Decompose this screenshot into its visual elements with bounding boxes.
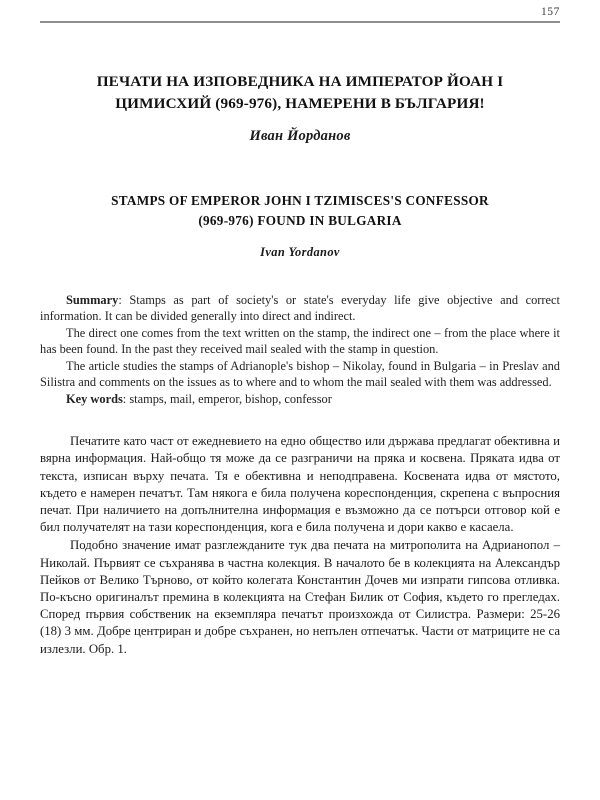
article-title-bulgarian-line1: ПЕЧАТИ НА ИЗПОВЕДНИКА НА ИМПЕРАТОР ЙОАН I [96, 73, 504, 90]
body-text-bulgarian [40, 433, 560, 658]
keywords-text: : stamps, mail, emperor, bishop, confessor [122, 391, 332, 406]
summary-label: Summary [66, 292, 119, 307]
author-name-bulgarian: Иван Йорданов [249, 128, 351, 145]
body-paragraph-1: Печатите като част от ежедневието на едно общество или държава предлагат обективна и вярна информация. Най-общо тя може да се разграничи на пряка и косвена. Пряката идва от текста, изписан върху печата. Тя е обективна и неподправена. Косвената идва от мястото, където е намерен печатът. Там някога е била получена кореспонденция, скрепена с въпросния печат. При наличието на допълнителна информация е възможно да се потърси отговор кой е бил получателят на тази кореспонденция, кога е била получена и дори какво е касаела. [40, 434, 560, 535]
keywords-paragraph [40, 391, 560, 408]
header-divider [40, 21, 560, 23]
article-title-english [40, 191, 560, 231]
article-title-bulgarian [40, 71, 560, 115]
author-name-english: Ivan Yordanov [260, 244, 340, 259]
body-paragraph-2: Подобно значение имат разглежданите тук два печата на митрополита на Адрианопол – Николай. Първият се съхранява в частна колекция. В началото бе в колекцията на Александър Пейков от Велико Търново, от който колегата Константин Дочев ми изпрати гипсова отливка. По-късно оригиналът премина в колекцията на Стефан Билик от София, където го прегледах. Според първия собственик на екземпляра печатът произхожда от Силистра. Размери: 25-26 (18) 3 мм. Добре центриран и добре съхранен, но непълен отпечатък. Части от матриците не са излезли. Обр. 1. [40, 538, 560, 656]
page-number: 157 [540, 6, 560, 18]
title-block-bulgarian [40, 71, 560, 145]
article-title-english-line2: (969-976) FOUND IN BULGARIA [198, 212, 402, 228]
abstract-paragraph-3: The article studies the stamps of Adrianople's bishop – Nikolay, found in Bulgaria – in Preslav and Silistra and comments on the issues as to where and to whom the mail sealed with them was addressed. [40, 358, 560, 390]
article-title-english-line1: STAMPS OF EMPEROR JOHN I TZIMISCES'S CONFESSOR [111, 193, 489, 209]
abstract-section [40, 292, 560, 408]
summary-text: : Stamps as part of society's or state's everyday life give objective and correct information. It can be divided generally into direct and indirect. [40, 292, 560, 324]
title-block-english [40, 191, 560, 260]
keywords-label: Key words [66, 391, 123, 406]
running-head [40, 0, 560, 18]
abstract-paragraph-1 [40, 292, 560, 325]
article-title-bulgarian-line2: ЦИМИСХИЙ (969-976), НАМЕРЕНИ В БЪЛГАРИЯ! [115, 95, 485, 113]
abstract-paragraph-2: The direct one comes from the text written on the stamp, the indirect one – from the place where it has been found. In the past they received mail sealed with the stamp in question. [40, 325, 560, 357]
